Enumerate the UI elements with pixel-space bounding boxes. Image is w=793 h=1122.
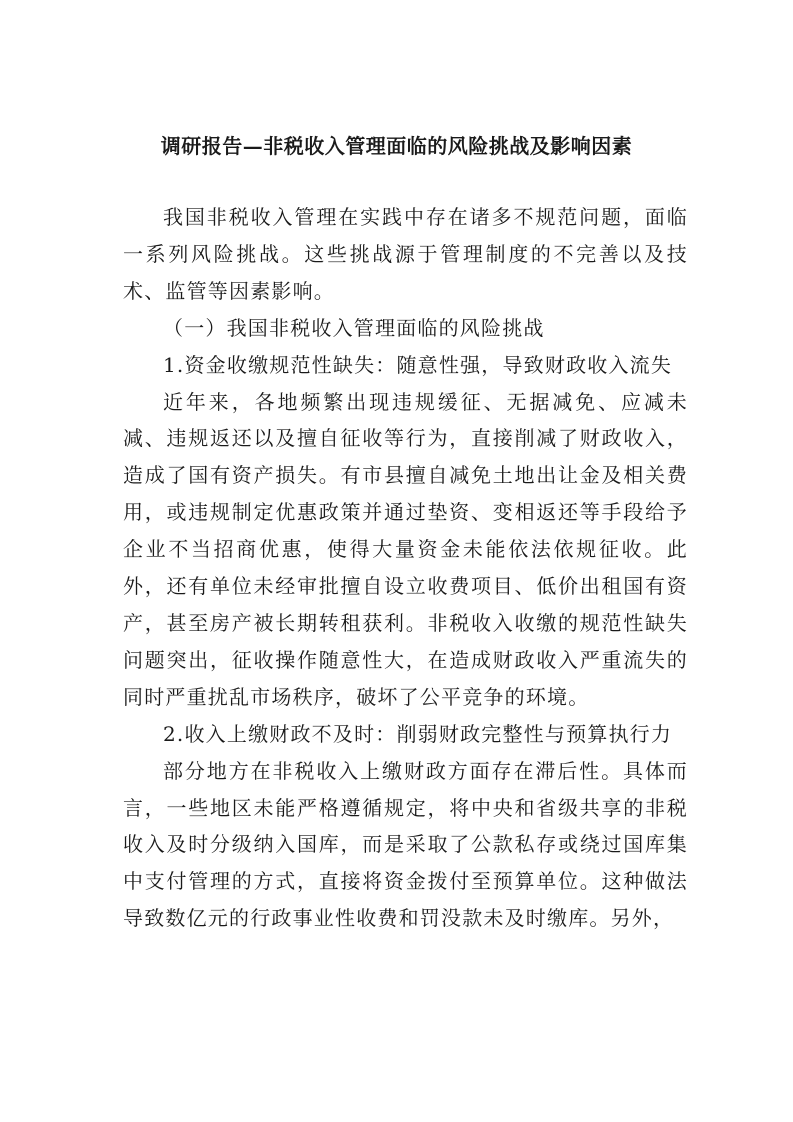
subsection-2-paragraph: 部分地方在非税收入上缴财政方面存在滞后性。具体而言，一些地区未能严格遵循规定，将中央和省级共享的非税收入及时分级纳入国库，而是采取了公款私存或绕过国库集中支付管理的方式，直接将资金拨付至预算单位。这种做法导致数亿元的行政事业性收费和罚没款未及时缴库。另外， — [123, 758, 688, 931]
document-body — [123, 199, 688, 937]
intro-paragraph: 我国非税收入管理在实践中存在诸多不规范问题，面临一系列风险挑战。这些挑战源于管理制度的不完善以及技术、监管等因素影响。 — [123, 205, 688, 303]
document-title: 调研报告—非税收入管理面临的风险挑战及影响因素 — [160, 134, 633, 158]
section-heading: （一）我国非税收入管理面临的风险挑战 — [163, 315, 545, 340]
subsection-1-heading: 1.资金收缴规范性缺失：随意性强，导致财政收入流失 — [163, 352, 673, 377]
subsection-2-heading: 2.收入上缴财政不及时：削弱财政完整性与预算执行力 — [163, 721, 673, 746]
subsection-1-paragraph: 近年来，各地频繁出现违规缓征、无据减免、应减未减、违规返还以及擅自征收等行为，直接削减了财政收入，造成了国有资产损失。有市县擅自减免土地出让金及相关费用，或违规制定优惠政策并通过垫资、变相返还等手段给予企业不当招商优惠，使得大量资金未能依法依规征收。此外，还有单位未经审批擅自设立收费项目、低价出租国有资产，甚至房产被长期转租获利。非税收入收缴的规范性缺失问题突出，征收操作随意性大，在造成财政收入严重流失的同时严重扰乱市场秩序，破坏了公平竞争的环境。 — [123, 389, 688, 709]
